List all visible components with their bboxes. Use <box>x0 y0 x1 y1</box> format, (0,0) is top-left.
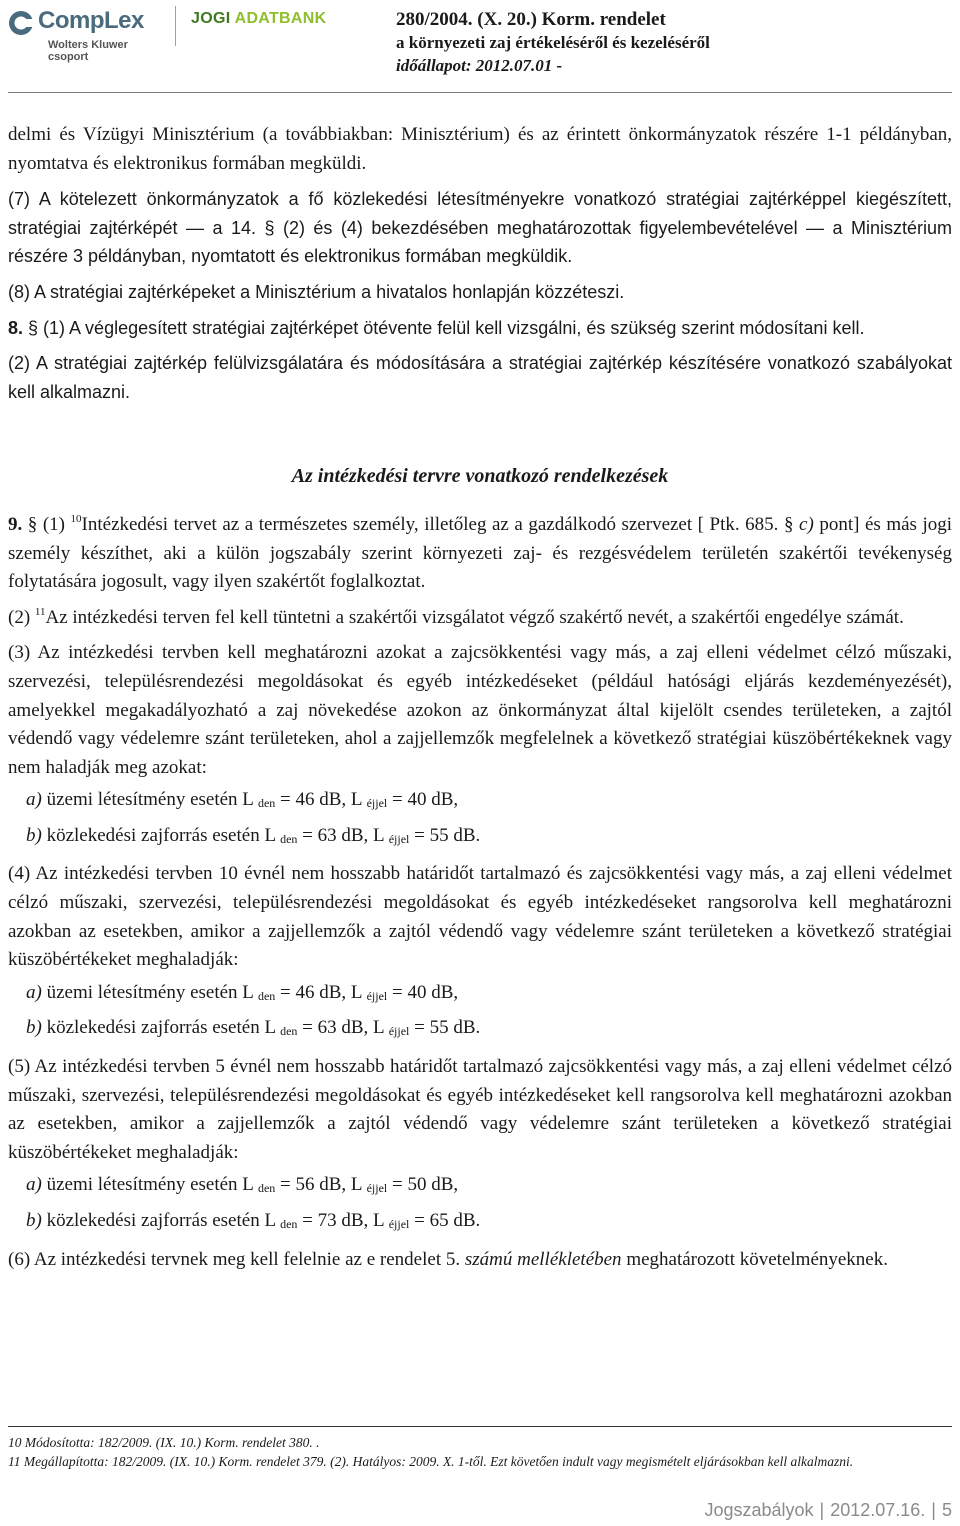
list-item: b) közlekedési zajforrás esetén L $_{den}$ = 63 dB, L $_{éjjel}$ = 55 dB. <box>26 1017 481 1039</box>
list-item: b) közlekedési zajforrás esetén L $_{den}$ = 63 dB, L $_{éjjel}$ = 55 dB. <box>26 824 481 846</box>
section-sign: § <box>22 513 38 535</box>
section-sign: § <box>23 317 39 338</box>
complex-logo <box>8 6 168 63</box>
footer-separator: | <box>819 1500 825 1520</box>
page-header <box>0 0 960 100</box>
section-sign: § <box>256 217 275 238</box>
document-validity: időállapot: 2012.07.01 - <box>396 56 563 75</box>
section-heading: Az intézkedési tervre vonatkozó rendelkezések <box>291 465 669 488</box>
paragraph-7: (7) A kötelezett önkormányzatok a fő közlekedési létesítményekre vonatkozó stratégiai zajtérképpel kiegészített, stratégiai zajtérképét — a 14. § (2) és (4) bekezdésében meghatározottak figyelembevételével — a Minisztérium részére 3 példányban, nyomtatott és elektronikus formában megküldik. <box>8 189 952 267</box>
paragraph-continued: delmi és Vízügyi Minisztérium (a továbbiakban: Minisztérium) és az érintett önkormányzatok részére 1-1 példányban, nyomtatva és elektronikus formában megküldi. <box>8 124 952 174</box>
footnote-ref-11[interactable]: 11 <box>34 605 46 618</box>
footnote-10: 10 Módosította: 182/2009. (IX. 10.) Korm. rendelet 380. . <box>8 1435 320 1450</box>
complex-logo-icon <box>8 10 34 36</box>
footnote-divider <box>8 1426 952 1427</box>
section-9-paragraph-6: (6) Az intézkedési tervnek meg kell felelnie az e rendelet 5. számú mellékletében meghatározott követelményeknek. <box>8 1248 888 1270</box>
document-header-info <box>396 8 956 78</box>
document-title: 280/2004. (X. 20.) Korm. rendelet <box>396 9 666 30</box>
jogi-adatbank-logo: JOGI ADATBANK <box>191 10 327 27</box>
paragraph-8: (8) A stratégiai zajtérképeket a Minisztérium a hivatalos honlapján közzéteszi. <box>8 281 625 302</box>
list-item: a) üzemi létesítmény esetén L $_{den}$ = 46 dB, L $_{éjjel}$ = 40 dB, <box>26 789 459 811</box>
footer-separator: | <box>931 1500 936 1520</box>
section-9-paragraph-2: (2) $^{11}$Az intézkedési terven fel kell tüntetni a szakértői vizsgálatot végző szakértő nevét, a szakértői engedélye számát. <box>8 605 904 628</box>
footnote-11: 11 Megállapította: 182/2009. (IX. 10.) Korm. rendelet 379. (2). Hatályos: 2009. X. 1-től. Ezt követően indult vagy megismételt eljárásokban kell alkalmazni. <box>8 1454 854 1469</box>
section-9-paragraph-4: (4) Az intézkedési tervben 10 évnél nem hosszabb határidőt tartalmazó és zajcsökkentési vagy más, a zaj elleni védelmet célzó műszaki, szervezési, településrendezési megoldásokat és egyéb intézkedéseket rangsorolva kell meghatározni azokban az esetekben, amikor a zajjellemzők a zajtól védendő vagy védelemre szánt területeken a következő stratégiai küszöbértékeket meghaladják: <box>8 863 952 971</box>
page-number: 5 <box>941 1500 952 1520</box>
section-8-paragraph-1: 8. § (1) A véglegesített stratégiai zajtérképet ötévente felül kell vizsgálni, és szükség szerint módosítani kell. <box>8 317 865 338</box>
footnotes <box>8 1433 952 1471</box>
footnote-ref-10[interactable]: 10 <box>70 512 82 525</box>
section-9-paragraph-5: (5) Az intézkedési tervben 5 évnél nem hosszabb határidőt tartalmazó zajcsökkentési vagy más, a zaj elleni védelmet célzó műszaki, szervezési, településrendezési megoldásokat és egyéb intézkedéseket kell rangsorolva kell meghatározni azokban az esetekben, amikor a zajjellemzők a zajtól védendő vagy védelemre szánt területeken a következő stratégiai küszöbértékeket meghaladják: <box>8 1056 952 1163</box>
document-body <box>8 121 952 1274</box>
document-subtitle: a környezeti zaj értékeléséről és kezeléséről <box>396 33 710 52</box>
section-sign: § <box>783 513 800 535</box>
footer-label: Jogszabályok <box>704 1500 814 1520</box>
page-footer <box>704 1500 952 1521</box>
section-9-paragraph-3: (3) Az intézkedési tervben kell meghatározni azokat a zajcsökkentési vagy más, a zaj elleni védelmet célzó műszaki, szervezési, településrendezési megoldásokat és egyéb intézkedéseket (például hatósági eljárás kezdeményezését), amelyekkel megakadályozható a zaj növekedése azokon az önkormányzat által kijelölt csendes területeken, a zajtól védendő vagy védelemre szánt területeken, ahol a zajjellemzők megfelelnek a következő stratégiai küszöbértékeknek vagy nem haladják meg azokat: <box>8 642 952 778</box>
annex-reference[interactable]: számú mellékletében <box>464 1248 622 1270</box>
header-divider <box>8 92 952 93</box>
section-9-paragraph-1: 9. § (1) $^{10}$Intézkedési tervet az a természetes személy, illetőleg az a gazdálkodó szervezet [ Ptk. 685. § c) pont] és más jogi személy készíthet, aki a külön jogszabály szerint környezeti zaj- és rezgésvédelem területén szakértői tevékenység folytatására jogosult, vagy ilyen szakértőt foglalkoztat. <box>8 512 953 593</box>
section-8-paragraph-2: (2) A stratégiai zajtérkép felülvizsgálatára és módosítására a stratégiai zajtérkép készítésére vonatkozó szabályokat kell alkalmazni. <box>8 353 952 402</box>
complex-logo-text: CompLex <box>38 7 144 34</box>
logo-divider <box>175 6 176 46</box>
complex-logo-subtitle: Wolters Kluwer csoport <box>48 39 128 63</box>
list-item: b) közlekedési zajforrás esetén L $_{den}$ = 73 dB, L $_{éjjel}$ = 65 dB. <box>26 1210 481 1231</box>
list-item: a) üzemi létesítmény esetén L $_{den}$ = 56 dB, L $_{éjjel}$ = 50 dB, <box>26 1174 459 1196</box>
footer-date: 2012.07.16. <box>830 1500 926 1520</box>
list-item: a) üzemi létesítmény esetén L $_{den}$ = 46 dB, L $_{éjjel}$ = 40 dB, <box>26 981 459 1003</box>
